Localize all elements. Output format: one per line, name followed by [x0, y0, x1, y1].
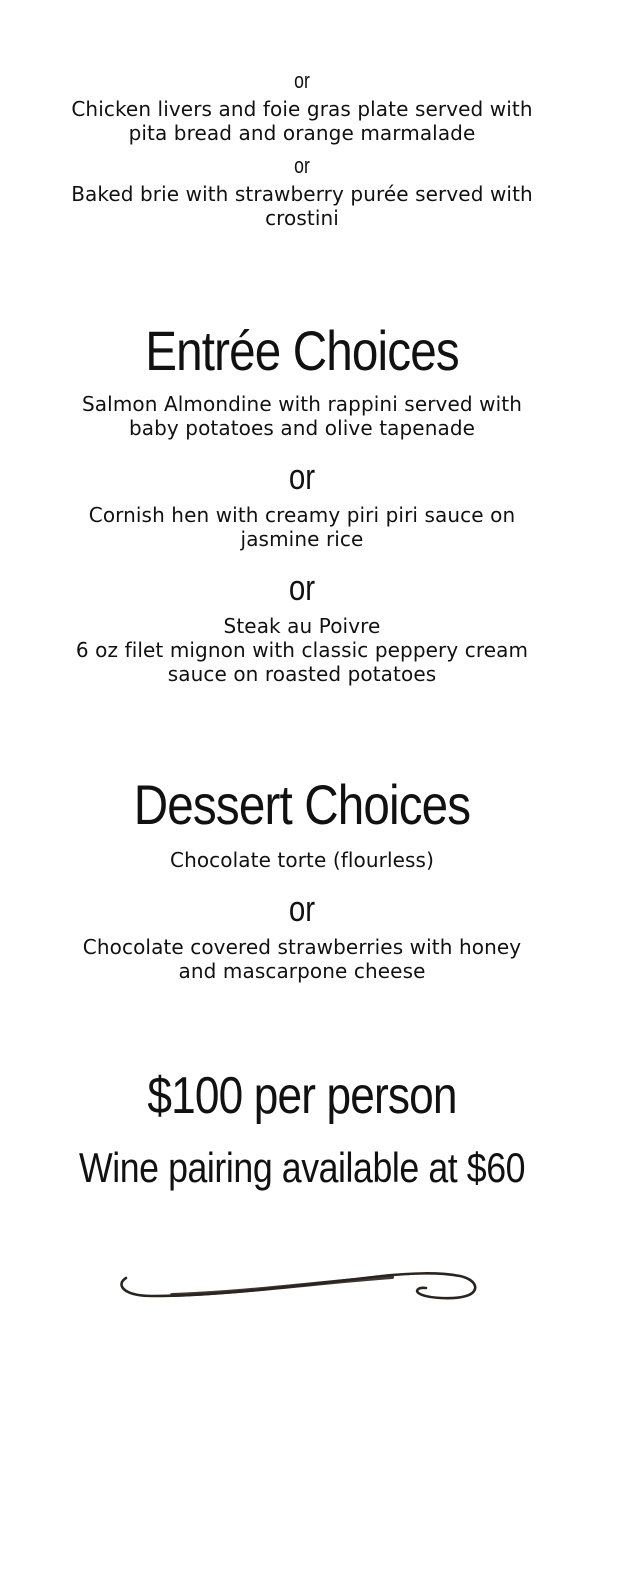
flourish-swash-icon: [112, 1262, 484, 1308]
entree-item-1-line-1: Salmon Almondine with rappini served with: [82, 392, 522, 416]
dessert-item-1: Chocolate torte (flourless): [170, 848, 434, 872]
dessert-item-2-line-1: Chocolate covered strawberries with honey: [82, 935, 522, 959]
entree-item-3-line-1: Steak au Poivre: [223, 614, 381, 638]
entree-or-separator-1: or: [288, 456, 316, 497]
entree-item-2-line-1: Cornish hen with creamy piri piri sauce on: [88, 503, 516, 527]
starter-or-separator-2: or: [294, 153, 310, 178]
price-per-person: $100 per person: [147, 1067, 457, 1125]
dessert-or-separator-1: or: [288, 888, 316, 929]
wine-pairing-note: Wine pairing available at $60: [78, 1144, 526, 1191]
dessert-heading: Dessert Choices: [133, 773, 471, 836]
starter-item-2-line-1: Baked brie with strawberry purée served with: [71, 182, 533, 206]
entree-heading: Entrée Choices: [145, 319, 459, 382]
starter-or-separator-1: or: [294, 68, 310, 93]
starter-item-1-line-1: Chicken livers and foie gras plate served with: [71, 97, 533, 121]
starter-item-2-line-2: crostini: [265, 206, 339, 230]
dessert-item-2-line-2: and mascarpone cheese: [178, 959, 426, 983]
entree-item-3-line-3: sauce on roasted potatoes: [167, 662, 437, 686]
entree-item-2-line-2: jasmine rice: [240, 527, 364, 551]
starter-item-1-line-2: pita bread and orange marmalade: [128, 121, 476, 145]
entree-item-1-line-2: baby potatoes and olive tapenade: [128, 416, 476, 440]
entree-or-separator-2: or: [288, 567, 316, 608]
entree-item-3-line-2: 6 oz filet mignon with classic peppery cream: [75, 638, 529, 662]
